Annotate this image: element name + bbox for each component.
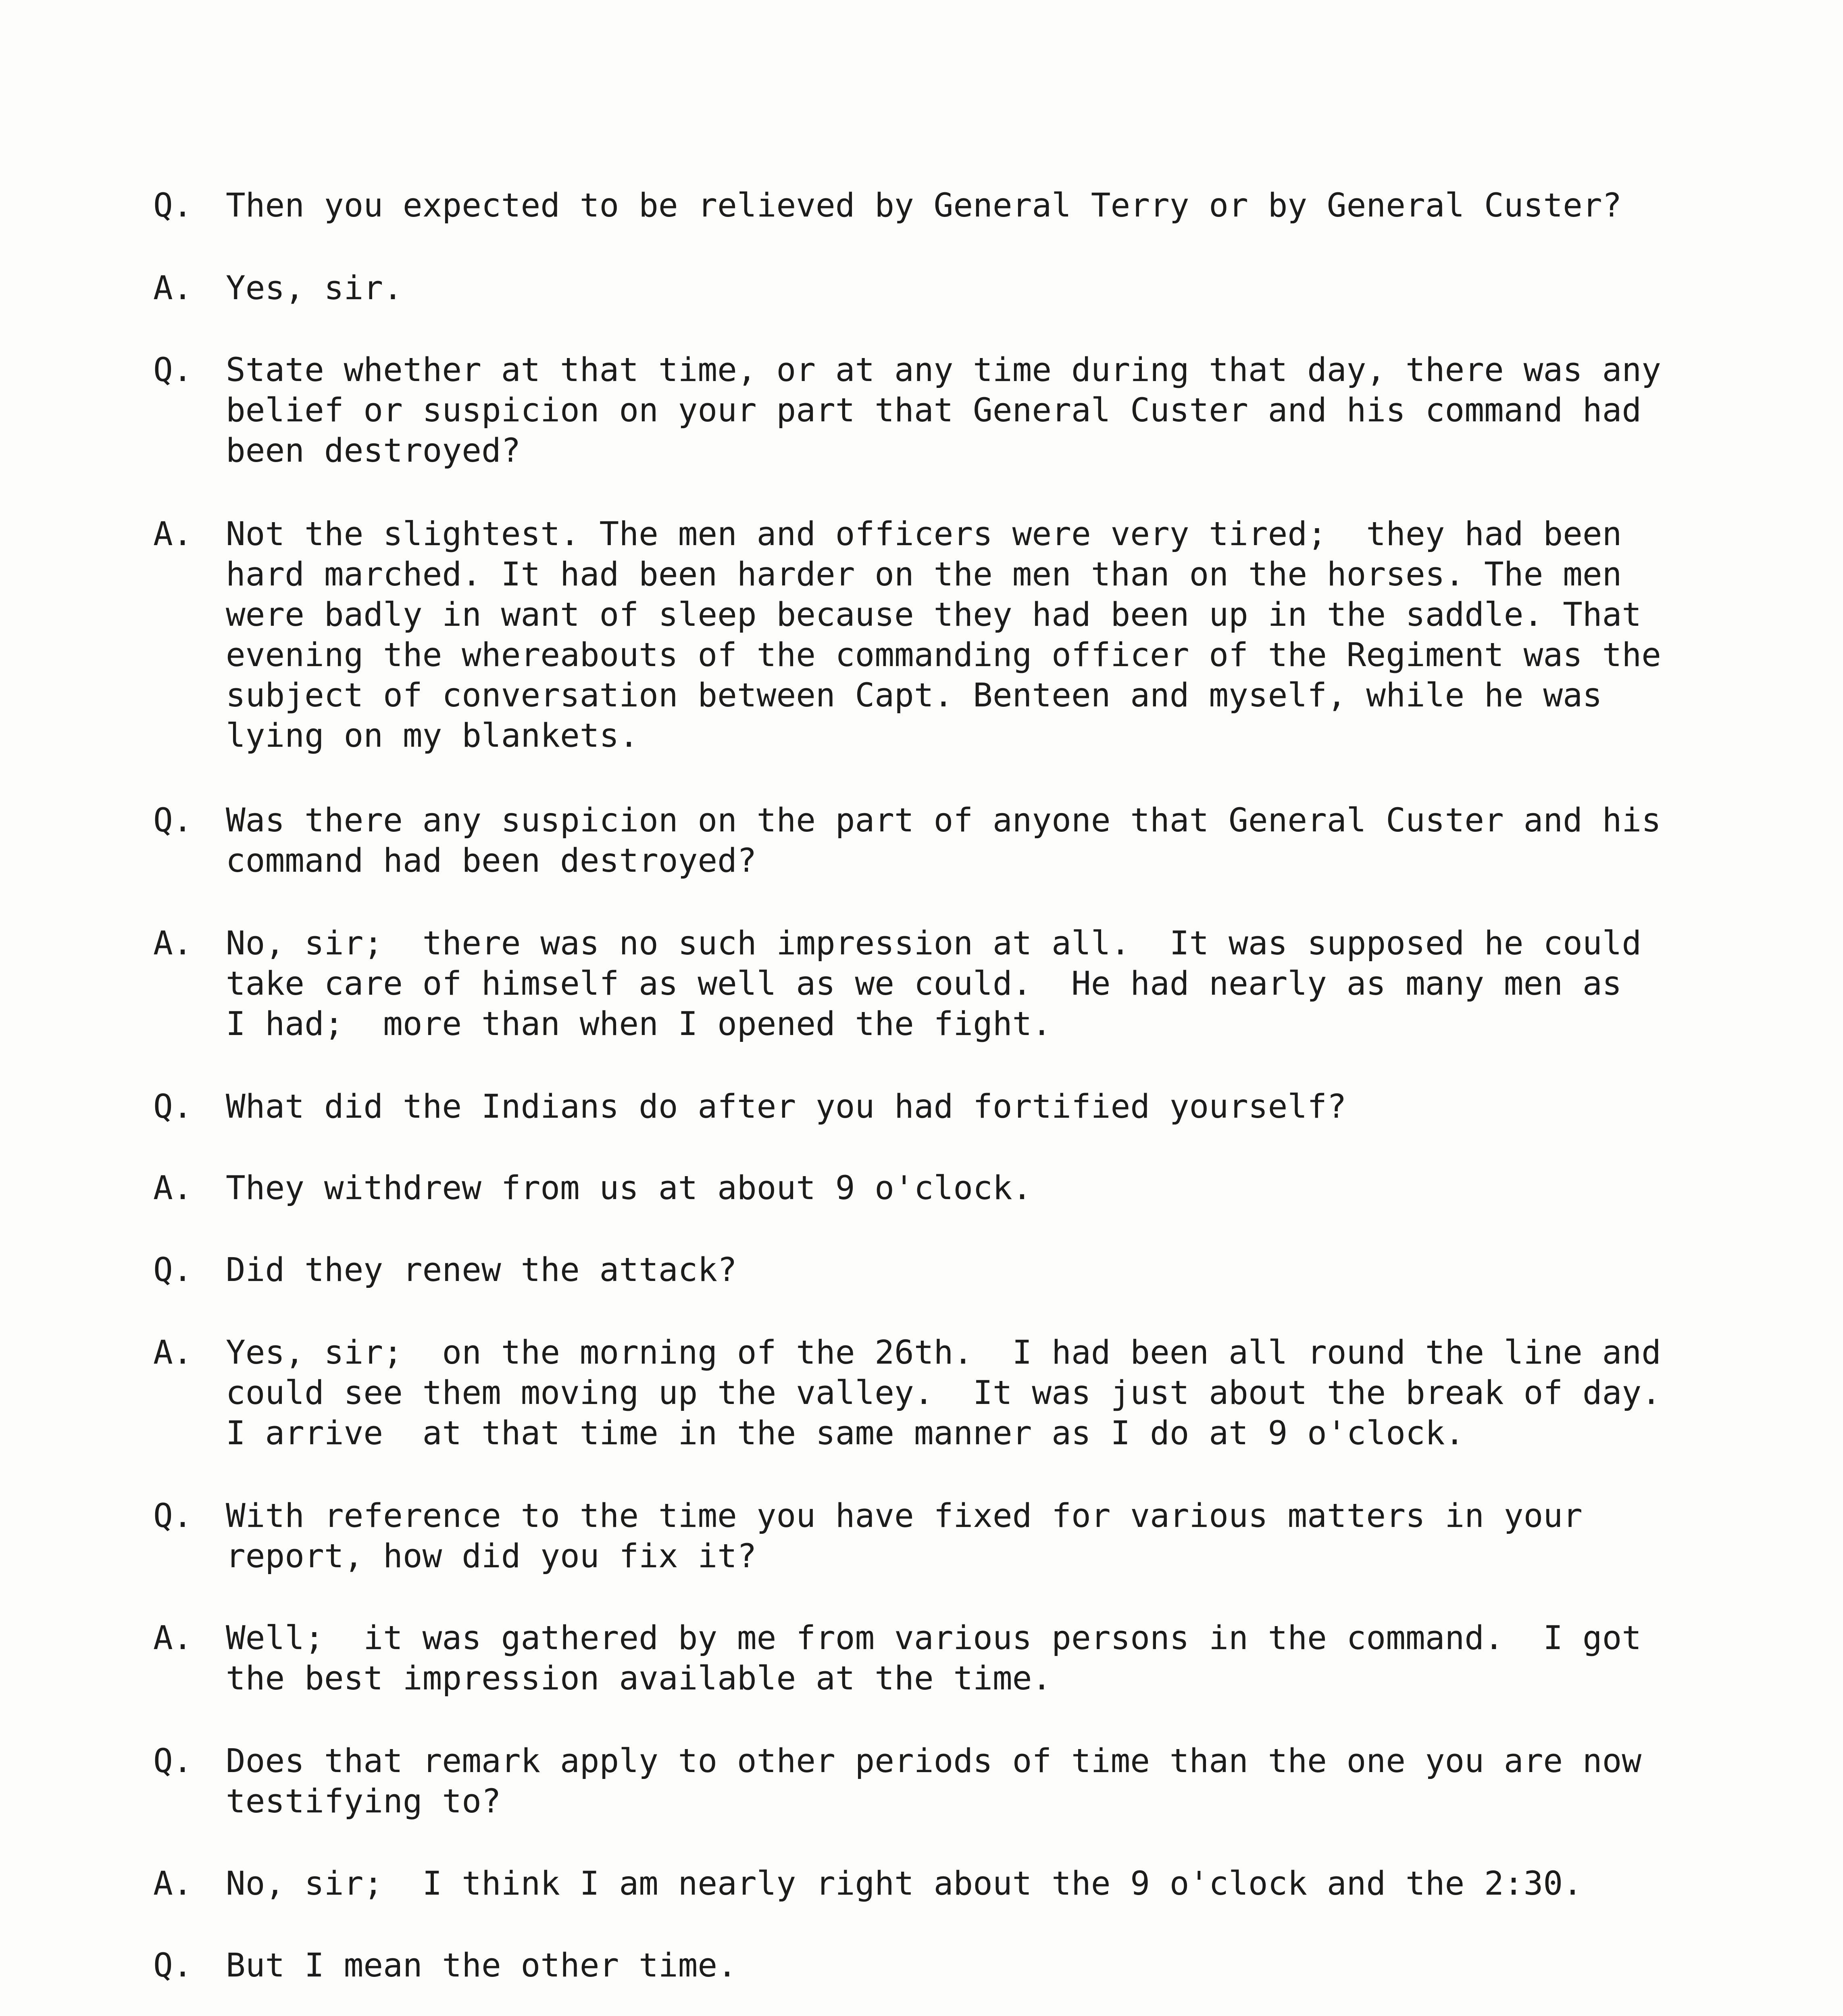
answer-text: No, sir; I think I am nearly right about the 9 o'clock and the 2:30.: [226, 1865, 1583, 1903]
question-label: Q.: [153, 351, 193, 389]
answer-text: Well; it was gathered by me from various persons in the command. I got the best impression available at the time.: [226, 1619, 1642, 1697]
answer-text: No, sir; there was no such impression at all. It was supposed he could take care of himself as well as we could. He had nearly as many men as I had; more than when I opened the fight.: [226, 925, 1642, 1043]
answer-text: They withdrew from us at about 9 o'clock.: [226, 1169, 1032, 1207]
question-label: Q.: [153, 1088, 193, 1126]
answer-text: Yes, sir.: [226, 269, 403, 307]
question-label: Q.: [153, 1497, 193, 1535]
question-text: Then you expected to be relieved by General Terry or by General Custer?: [226, 187, 1622, 225]
question-text: But I mean the other time.: [226, 1947, 737, 1985]
question-label: Q.: [153, 802, 193, 839]
question-text: What did the Indians do after you had fortified yourself?: [226, 1088, 1347, 1126]
question-text: With reference to the time you have fixed for various matters in your report, how did you fix it?: [226, 1497, 1583, 1575]
question-text: State whether at that time, or at any time during that day, there was any belief or suspicion on your part that General Custer and his command had been destroyed?: [226, 351, 1661, 470]
question-label: Q.: [153, 1947, 193, 1985]
question-label: Q.: [153, 187, 193, 225]
answer-label: A.: [153, 1169, 193, 1207]
answer-label: A.: [153, 515, 193, 553]
question-label: Q.: [153, 1251, 193, 1289]
question-text: Was there any suspicion on the part of anyone that General Custer and his command had been destroyed?: [226, 802, 1661, 880]
answer-label: A.: [153, 925, 193, 962]
answer-label: A.: [153, 1334, 193, 1372]
question-label: Q.: [153, 1742, 193, 1780]
question-text: Does that remark apply to other periods of time than the one you are now testifying to?: [226, 1742, 1642, 1820]
answer-text: Not the slightest. The men and officers were very tired; they had been hard marched. It had been harder on the men than on the horses. The men were badly in want of sleep because they had been up in the saddle. That evening the whereabouts of the commanding officer of the Regiment was the subject of conversation between Capt. Benteen and myself, while he was lying on my blankets.: [226, 515, 1661, 755]
answer-label: A.: [153, 269, 193, 307]
answer-label: A.: [153, 1865, 193, 1903]
answer-text: Yes, sir; on the morning of the 26th. I had been all round the line and could see them moving up the valley. It was just about the break of day. I arrive at that time in the same manner as I do at 9 o'clock.: [226, 1334, 1661, 1452]
question-text: Did they renew the attack?: [226, 1251, 737, 1289]
answer-label: A.: [153, 1619, 193, 1657]
